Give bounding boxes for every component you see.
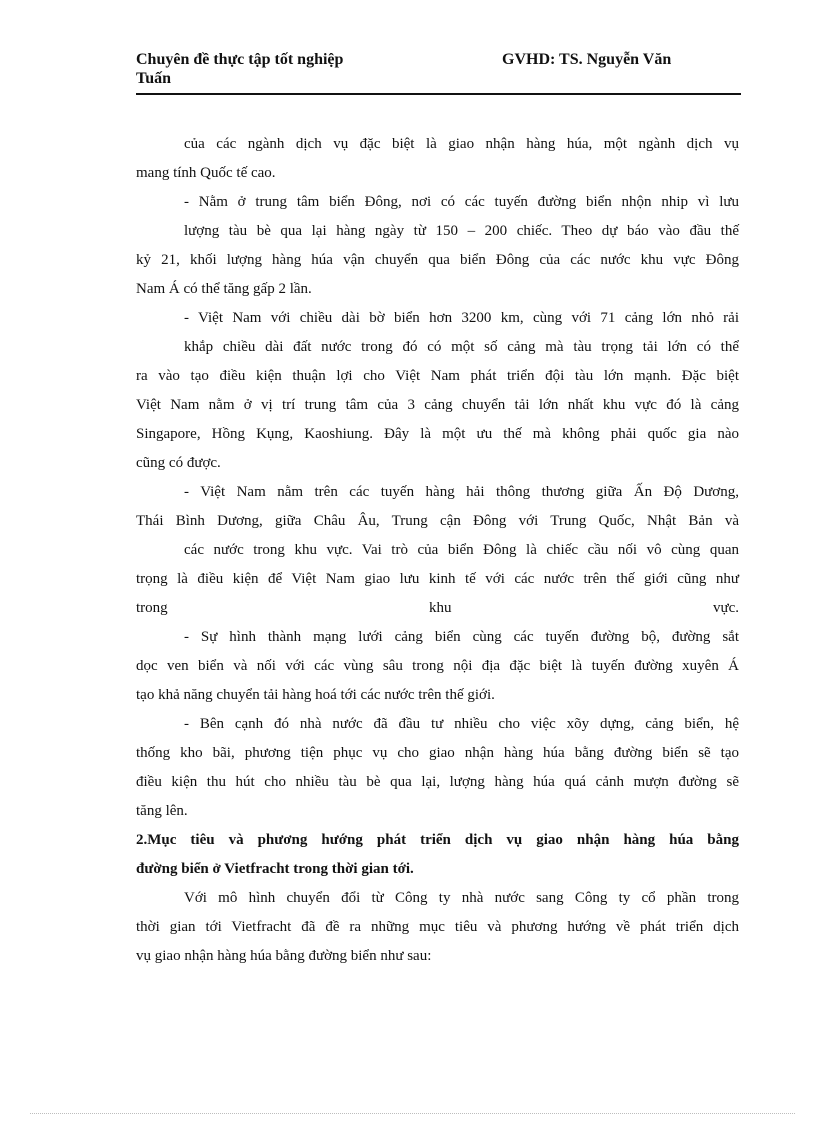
body-line: điều kiện thu hút cho nhiều tàu bè qua lại, lượng hàng húa quá cảnh mượn đường sẽ xyxy=(136,774,739,790)
body-line: kỷ 21, khối lượng hàng húa vận chuyển qua biển Đông của các nước khu vực Đông xyxy=(136,252,739,268)
advisor-name: GVHD: TS. Nguyễn Văn xyxy=(502,51,672,68)
body-line: - Nằm ở trung tâm biển Đông, nơi có các tuyến đường biển nhộn nhip vì lưu xyxy=(184,194,739,210)
body-line: - Việt Nam với chiều dài bờ biển hơn 3200 km, cùng với 71 cảng lớn nhỏ rải xyxy=(184,310,739,326)
body-line: tăng lên. xyxy=(136,803,188,819)
body-line: lượng tàu bè qua lại hàng ngày từ 150 – 200 chiếc. Theo dự báo vào đầu thế xyxy=(184,223,739,239)
body-line: Thái Bình Dương, giữa Châu Âu, Trung cận Đông với Trung Quốc, Nhật Bản và xyxy=(136,513,739,529)
body-line: dọc ven biển và nối với các vùng sâu trong nội địa đặc biệt là tuyến đường xuyên Á xyxy=(136,658,739,674)
body-line: của các ngành dịch vụ đặc biệt là giao nhận hàng húa, một ngành dịch vụ xyxy=(184,136,739,152)
body-line: Việt Nam nằm ở vị trí trung tâm của 3 cảng chuyển tải lớn nhất khu vực đó là cảng xyxy=(136,397,739,413)
body-line: vụ giao nhận hàng húa bằng đường biển như sau: xyxy=(136,948,432,964)
body-line: tạo khả năng chuyển tải hàng hoá tới các nước trên thế giới. xyxy=(136,687,495,703)
course-title: Chuyên đề thực tập tốt nghiệp xyxy=(136,51,344,68)
footer-rule xyxy=(30,1113,795,1114)
header-rule xyxy=(136,93,741,95)
body-line: ra vào tạo điều kiện thuận lợi cho Việt Nam phát triển đội tàu lớn mạnh. Đặc biệt xyxy=(136,368,739,384)
body-line: mang tính Quốc tế cao. xyxy=(136,165,276,181)
body-line: - Việt Nam nằm trên các tuyến hàng hải thông thương giữa Ấn Độ Dương, xyxy=(184,484,739,500)
body-line: - Bên cạnh đó nhà nước đã đầu tư nhiều cho việc xõy dựng, cảng biển, hệ xyxy=(184,716,739,732)
course-title-continuation: Tuấn xyxy=(136,70,171,87)
body-line: khắp chiều dài đất nước trong đó có một số cảng mà tàu trọng tải lớn có thể xyxy=(184,339,739,355)
body-line: trọng là điều kiện để Việt Nam giao lưu kinh tế với các nước trên thế giới cũng như xyxy=(136,571,739,587)
body-line: cũng có được. xyxy=(136,455,221,471)
page-header xyxy=(136,50,741,96)
body-line: các nước trong khu vực. Vai trò của biển Đông là chiếc cầu nối vô cùng quan xyxy=(184,542,739,558)
body-line: trong khu vực. xyxy=(136,600,739,616)
section-heading: đường biển ở Vietfracht trong thời gian tới. xyxy=(136,861,414,877)
body-line: thời gian tới Vietfracht đã đề ra những mục tiêu và phương hướng về phát triển dịch xyxy=(136,919,739,935)
body-line: Singapore, Hồng Kụng, Kaoshiung. Đây là một ưu thế mà không phải quốc gia nào xyxy=(136,426,739,442)
body-line: thống kho bãi, phương tiện phục vụ cho giao nhận hàng húa bằng đường biển sẽ tạo xyxy=(136,745,739,761)
body-line: Với mô hình chuyển đổi từ Công ty nhà nước sang Công ty cổ phần trong xyxy=(184,890,739,906)
section-heading: 2.Mục tiêu và phương hướng phát triển dịch vụ giao nhận hàng húa bằng xyxy=(136,832,739,848)
body-text xyxy=(136,130,739,971)
body-line: - Sự hình thành mạng lưới cảng biển cùng các tuyến đường bộ, đường sắt xyxy=(184,629,739,645)
body-line: Nam Á có thể tăng gấp 2 lần. xyxy=(136,281,312,297)
